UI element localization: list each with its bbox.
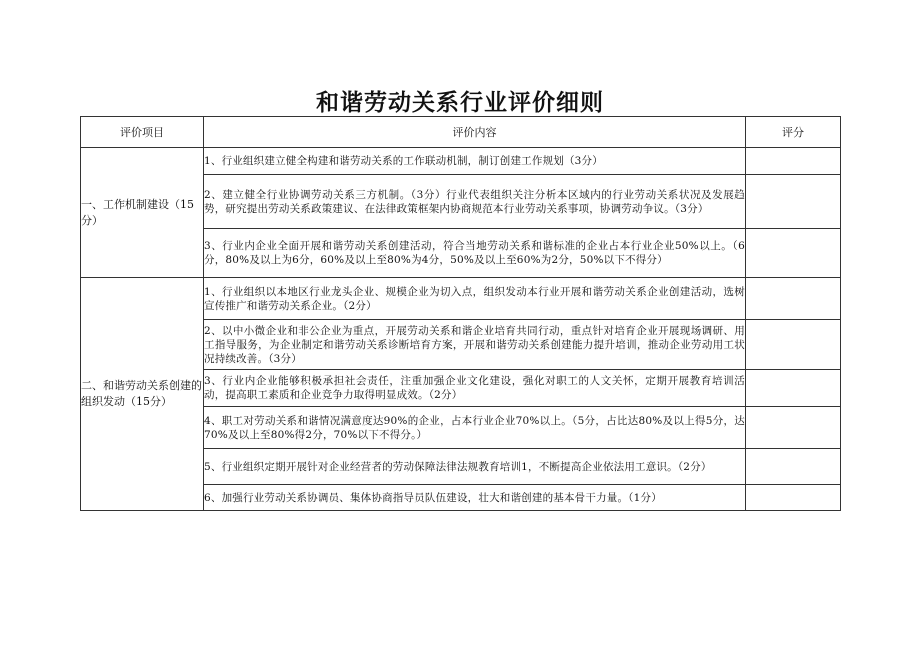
criterion-cell: 1、行业组织以本地区行业龙头企业、规模企业为切入点，组织发动本行业开展和谐劳动关系企业创建活动，选树宣传推广和谐劳动关系企业。（2分） (204, 278, 746, 320)
criterion-cell: 5、行业组织定期开展针对企业经营者的劳动保障法律法规教育培训1，不断提高企业依法用工意识。（2分） (204, 449, 746, 485)
category-cell-1: 一、工作机制建设（15分） (81, 148, 204, 278)
score-cell[interactable] (746, 278, 841, 320)
table-row (81, 278, 841, 320)
header-score: 评分 (746, 117, 841, 148)
criterion-cell: 2、建立健全行业协调劳动关系三方机制。（3分）行业代表组织关注分析本区域内的行业劳动关系状况及发展趋势，研究提出劳动关系政策建议、在法律政策框架内协商规范本行业劳动关系事项，协调劳动争议。（3分） (204, 175, 746, 229)
score-cell[interactable] (746, 485, 841, 511)
page-title: 和谐劳动关系行业评价细则 (316, 90, 604, 116)
score-cell[interactable] (746, 407, 841, 449)
header-project: 评价项目 (81, 117, 204, 148)
evaluation-table (80, 116, 841, 511)
score-cell[interactable] (746, 175, 841, 229)
criterion-cell: 3、行业内企业能够积极承担社会责任，注重加强企业文化建设，强化对职工的人文关怀，定期开展教育培训活动，提高职工素质和企业竞争力取得明显成效。（2分） (204, 370, 746, 407)
score-cell[interactable] (746, 320, 841, 370)
criterion-cell: 2、以中小微企业和非公企业为重点，开展劳动关系和谐企业培育共同行动，重点针对培育企业开展现场调研、用工指导服务，为企业制定和谐劳动关系诊断培育方案，开展和谐劳动关系创建能力提升培训，推动企业劳动用工状况持续改善。（3分） (204, 320, 746, 370)
header-row (81, 117, 841, 148)
header-content: 评价内容 (204, 117, 746, 148)
criterion-cell: 1、行业组织建立健全构建和谐劳动关系的工作联动机制，制订创建工作规划（3分） (204, 148, 746, 175)
criterion-cell: 6、加强行业劳动关系协调员、集体协商指导员队伍建设，壮大和谐创建的基本骨干力量。（1分） (204, 485, 746, 511)
score-cell[interactable] (746, 148, 841, 175)
score-cell[interactable] (746, 229, 841, 278)
table-row (81, 148, 841, 175)
category-cell-2: 二、和谐劳动关系创建的组织发动（15分） (81, 278, 204, 511)
score-cell[interactable] (746, 370, 841, 407)
criterion-cell: 3、行业内企业全面开展和谐劳动关系创建活动，符合当地劳动关系和谐标准的企业占本行业企业50%以上。（6分，80%及以上为6分，60%及以上至80%为4分，50%及以上至60%为2分，50%以下不得分） (204, 229, 746, 278)
score-cell[interactable] (746, 449, 841, 485)
criterion-cell: 4、职工对劳动关系和谐情况满意度达90%的企业，占本行业企业70%以上。（5分，占比达80%及以上得5分，达70%及以上至80%得2分，70%以下不得分。） (204, 407, 746, 449)
